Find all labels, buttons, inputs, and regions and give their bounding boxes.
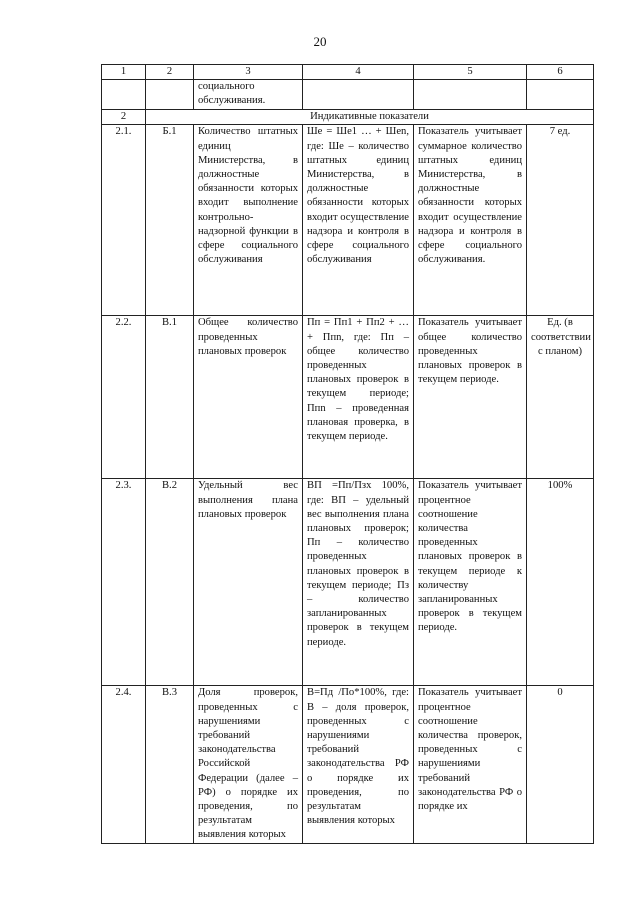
section-number: 2 <box>102 110 146 125</box>
header-cell: 1 <box>102 65 146 80</box>
row-number: 2.4. <box>102 686 146 843</box>
row-code: В.2 <box>146 479 194 686</box>
header-cell: 4 <box>303 65 414 80</box>
row-code: Б.1 <box>146 125 194 316</box>
continuation-row <box>102 80 594 110</box>
indicator-description: Показатель учитывает процентное соотношение количества проведенных плановых проверок в текущем периоде к количеству запланированных проверок в текущем периоде. <box>414 479 527 686</box>
header-cell: 2 <box>146 65 194 80</box>
section-row <box>102 110 594 125</box>
indicator-value: Ед. (в соответствии с планом) <box>527 316 594 479</box>
header-cell: 5 <box>414 65 527 80</box>
page-number: 20 <box>313 34 327 49</box>
indicator-formula: Ше = Ше1 … + Шеn, где: Ше – количество штатных единиц Министерства, в должностные обязанности которых входит осуществление надзора и контроля в сфере социального обслуживания <box>303 125 414 316</box>
indicator-description: Показатель учитывает суммарное количество штатных единиц Министерства, в должностные обязанности которых входит осуществление надзора и контроля в сфере социального обслуживания. <box>414 125 527 316</box>
header-cell: 6 <box>527 65 594 80</box>
indicator-formula: Пп = Пп1 + Пп2 + … + Ппn, где: Пп – общее количество проведенных плановых проверок в текущем периоде; Ппn – проведенная плановая проверка, в текущем периоде. <box>303 316 414 479</box>
indicator-name: Доля проверок, проведенных с нарушениями требований законодательства Российской Федерации (далее – РФ) о порядке их проведения, по результатам выявления которых <box>194 686 303 843</box>
indicator-name: Общее количество проведенных плановых проверок <box>194 316 303 479</box>
indicator-value: 0 <box>527 686 594 843</box>
indicator-value: 100% <box>527 479 594 686</box>
row-code: В.3 <box>146 686 194 843</box>
table-row <box>102 125 594 316</box>
indicator-description: Показатель учитывает общее количество проведенных плановых проверок в текущем периоде. <box>414 316 527 479</box>
header-row <box>102 65 594 80</box>
indicator-name: Количество штатных единиц Министерства, в должностные обязанности которых входит выполнение контрольно-надзорной функции в сфере социального обслуживания <box>194 125 303 316</box>
indicators-table <box>101 64 594 844</box>
table-row <box>102 316 594 479</box>
indicator-formula: В=Пд /По*100%, где: В – доля проверок, проведенных с нарушениями требований законодательства РФ о порядке их проведения, по результатам выявления которых <box>303 686 414 843</box>
continuation-cell: социального обслуживания. <box>194 80 303 110</box>
row-number: 2.1. <box>102 125 146 316</box>
row-code: В.1 <box>146 316 194 479</box>
indicator-value: 7 ед. <box>527 125 594 316</box>
indicator-name: Удельный вес выполнения плана плановых проверок <box>194 479 303 686</box>
section-title: Индикативные показатели <box>146 110 594 125</box>
header-cell: 3 <box>194 65 303 80</box>
table-row <box>102 686 594 843</box>
row-number: 2.2. <box>102 316 146 479</box>
indicator-formula: ВП =Пп/Пзх 100%, где: ВП – удельный вес выполнения плана плановых проверок; Пп – количество проведенных плановых проверок в текущем периоде; Пз – количество запланированных проверок в текущем периоде. <box>303 479 414 686</box>
table-row <box>102 479 594 686</box>
indicator-description: Показатель учитывает процентное соотношение количества проверок, проведенных с нарушениями требований законодательства РФ о порядке их <box>414 686 527 843</box>
row-number: 2.3. <box>102 479 146 686</box>
